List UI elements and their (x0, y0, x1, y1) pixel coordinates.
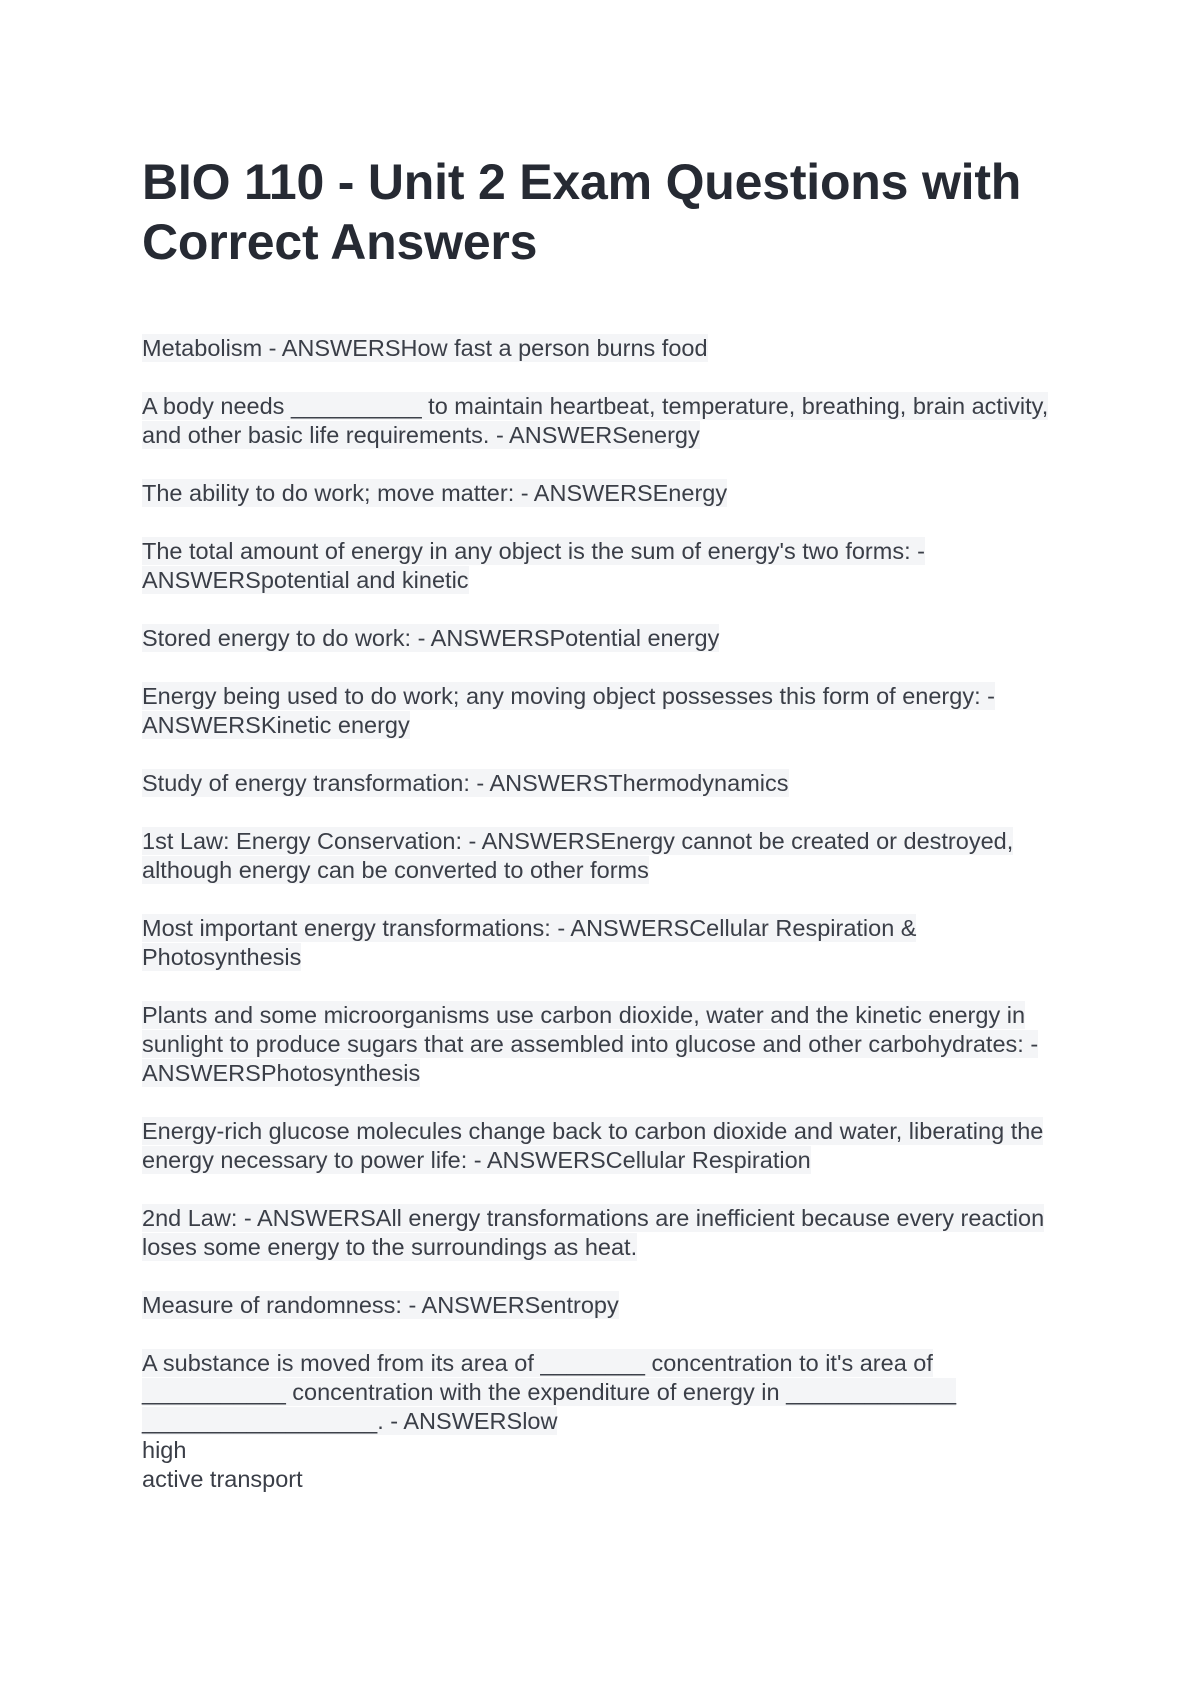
qa-text: Study of energy transformation: - ANSWERSThermodynamics (142, 770, 789, 796)
qa-item-ability-to-work (142, 479, 1072, 508)
qa-text: Measure of randomness: - ANSWERSentropy (142, 1292, 619, 1318)
qa-text: A body needs __________ to maintain heartbeat, temperature, breathing, brain activity, and other basic life requirements. - ANSWERSenergy (142, 393, 1049, 448)
qa-text: Most important energy transformations: - ANSWERSCellular Respiration & Photosynthesis (142, 915, 917, 970)
qa-answer-line: high (142, 1437, 187, 1463)
qa-item-total-energy (142, 537, 1072, 595)
qa-text: 2nd Law: - ANSWERSAll energy transformations are inefficient because every reaction loses some energy to the surroundings as heat. (142, 1205, 1045, 1260)
qa-text: Stored energy to do work: - ANSWERSPotential energy (142, 625, 720, 651)
qa-item-first-law (142, 827, 1072, 885)
qa-item-photosynthesis (142, 1001, 1072, 1088)
qa-item-cellular-respiration (142, 1117, 1072, 1175)
qa-item-thermodynamics (142, 769, 1072, 798)
qa-text: Energy-rich glucose molecules change back to carbon dioxide and water, liberating the energy necessary to power life: - ANSWERSCellular Respiration (142, 1118, 1044, 1173)
qa-answer-line: active transport (142, 1466, 303, 1492)
qa-item-entropy (142, 1291, 1072, 1320)
qa-item-active-transport (142, 1349, 1072, 1494)
qa-item-metabolism (142, 334, 1072, 363)
qa-item-body-needs (142, 392, 1072, 450)
qa-item-important-transformations (142, 914, 1072, 972)
qa-text: The ability to do work; move matter: - ANSWERSEnergy (142, 480, 728, 506)
qa-text: A substance is moved from its area of ________ concentration to it's area of ___________ concentration with the expenditure of energy in _____________ __________________. - ANSWERSlow (142, 1350, 957, 1434)
document-title: BIO 110 - Unit 2 Exam Questions with Correct Answers (142, 154, 1022, 270)
qa-text: The total amount of energy in any object is the sum of energy's two forms: - ANSWERSpotential and kinetic (142, 538, 925, 593)
qa-text: Metabolism - ANSWERSHow fast a person burns food (142, 335, 708, 361)
qa-text: Plants and some microorganisms use carbon dioxide, water and the kinetic energy in sunlight to produce sugars that are assembled into glucose and other carbohydrates: - ANSWERSPhotosynthesis (142, 1002, 1039, 1086)
qa-text: 1st Law: Energy Conservation: - ANSWERSEnergy cannot be created or destroyed, although energy can be converted to other forms (142, 828, 1014, 883)
qa-list (142, 334, 1072, 1523)
qa-text: Energy being used to do work; any moving object possesses this form of energy: - ANSWERSKinetic energy (142, 683, 995, 738)
qa-item-kinetic-energy (142, 682, 1072, 740)
qa-item-stored-energy (142, 624, 1072, 653)
qa-item-second-law (142, 1204, 1072, 1262)
